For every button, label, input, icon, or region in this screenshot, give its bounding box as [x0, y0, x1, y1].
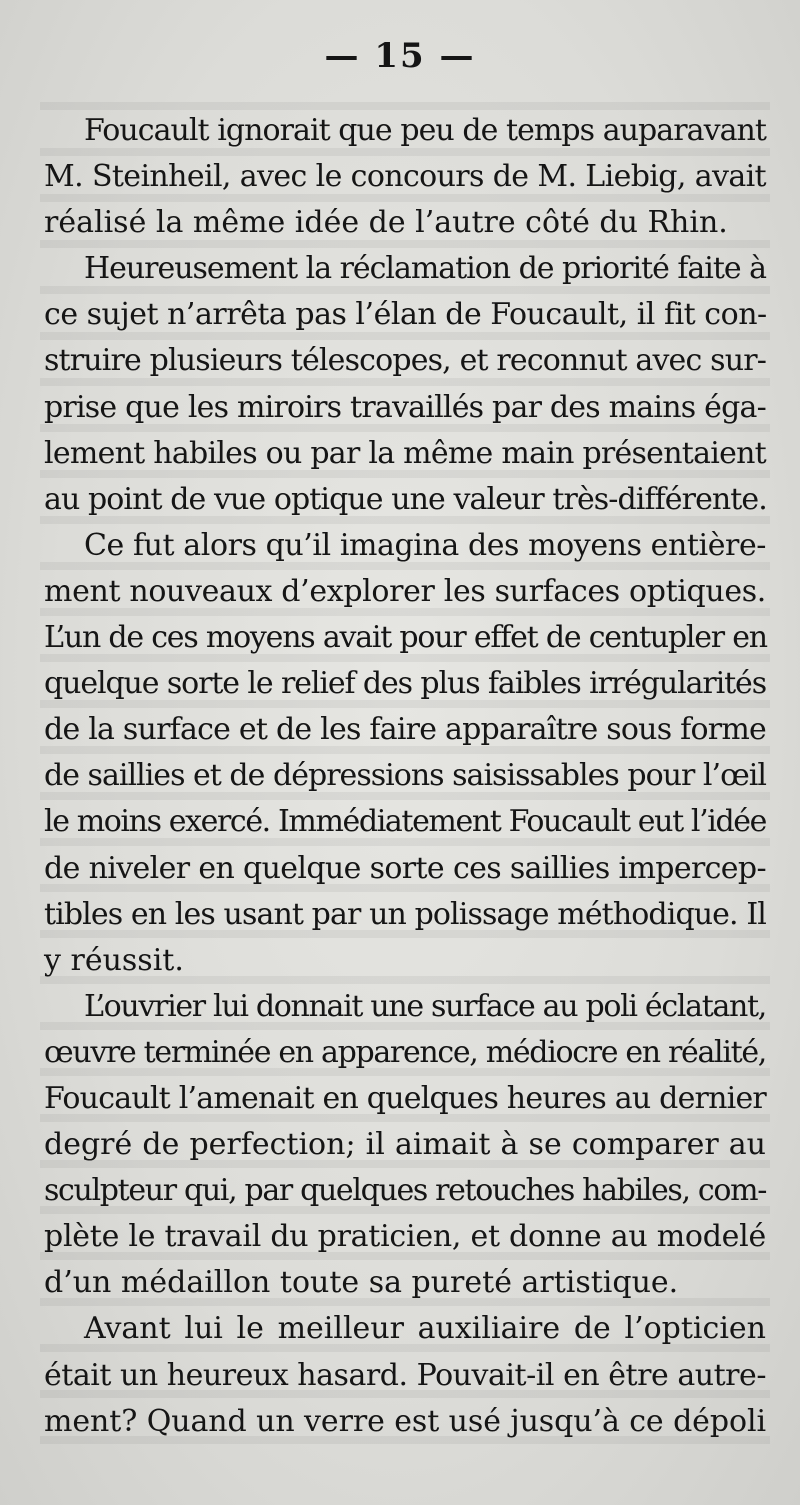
text-line: ment nouveaux d’explorer les surfaces optiques. — [44, 573, 766, 609]
text-line: sculpteur qui, par quelques retouches habiles, com- — [44, 1173, 766, 1209]
page-number: — 15 — — [324, 36, 476, 76]
text-line: L’un de ces moyens avait pour effet de centupler en — [44, 620, 767, 656]
text-line: au point de vue optique une valeur très-différente. — [44, 481, 767, 517]
text-line: œuvre terminée en apparence, médiocre en réalité, — [44, 1034, 766, 1070]
text-line: était un heureux hasard. Pouvait-il en être autre- — [44, 1357, 766, 1393]
text-line: lement habiles ou par la même main présentaient — [44, 435, 766, 471]
text-line: de niveler en quelque sorte ces saillies impercep- — [44, 850, 766, 886]
body-text — [44, 108, 766, 1445]
text-line: d’un médaillon toute sa pureté artistique. — [44, 1265, 679, 1301]
text-line: de saillies et de dépressions saisissables pour l’œil — [44, 758, 766, 794]
text-line: Avant lui le meilleur auxiliaire de l’opticien — [84, 1311, 766, 1347]
text-line: ce sujet n’arrêta pas l’élan de Foucault, il fit con- — [44, 297, 767, 333]
text-line: y réussit. — [44, 942, 184, 978]
text-line: struire plusieurs télescopes, et reconnut avec sur- — [44, 343, 766, 379]
text-line: Foucault ignorait que peu de temps auparavant — [84, 113, 766, 148]
text-line: tibles en les usant par un polissage méthodique. Il — [44, 896, 766, 932]
text-line: le moins exercé. Immédiatement Foucault eut l’idée — [44, 804, 766, 840]
text-line: réalisé la même idée de l’autre côté du Rhin. — [44, 205, 728, 241]
text-line: Heureusement la réclamation de priorité faite à — [84, 251, 766, 287]
text-line: quelque sorte le relief des plus faibles irrégularités — [44, 666, 766, 702]
text-line: Foucault l’amenait en quelques heures au dernier — [44, 1080, 766, 1116]
text-line: degré de perfection; il aimait à se comparer au — [44, 1127, 766, 1163]
text-line: de la surface et de les faire apparaître sous forme — [44, 712, 766, 748]
text-line: ment? Quand un verre est usé jusqu’à ce dépoli — [44, 1403, 766, 1439]
text-line: L’ouvrier lui donnait une surface au poli éclatant, — [84, 988, 766, 1024]
text-line: plète le travail du praticien, et donne au modelé — [44, 1219, 766, 1255]
text-line: Ce fut alors qu’il imagina des moyens entière- — [84, 527, 766, 563]
text-line: M. Steinheil, avec le concours de M. Liebig, avait — [44, 159, 766, 195]
text-line: prise que les miroirs travaillés par des mains éga- — [44, 389, 766, 425]
